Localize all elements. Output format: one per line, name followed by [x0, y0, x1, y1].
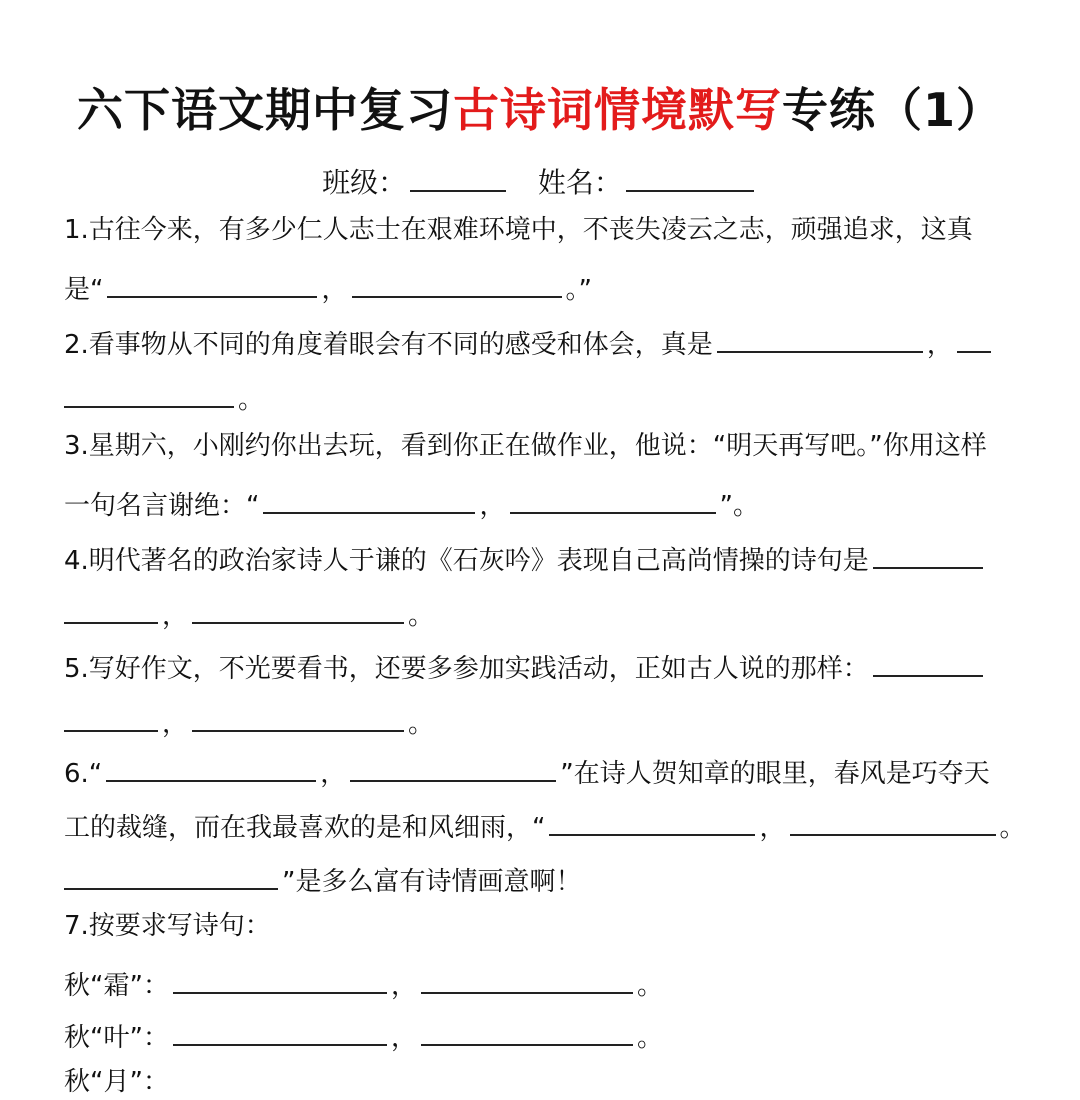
q5-line-1: [64, 645, 987, 687]
q3-line-2: [64, 482, 759, 524]
q4-comma: ，: [162, 601, 189, 631]
q2-blank-2-cont[interactable]: [64, 376, 234, 408]
q2-line-1: [64, 321, 995, 363]
title-part-1: 六下语文期中复习: [76, 83, 453, 137]
q6-line-1: [64, 750, 990, 792]
q4-line-1: [64, 537, 987, 579]
q3-blank-2[interactable]: [510, 482, 716, 514]
q5-end: 。: [408, 709, 435, 739]
q1-comma: ，: [321, 275, 348, 305]
title-part-3: 专练（1）: [781, 83, 1003, 137]
q5-line-2: [64, 700, 434, 742]
q5-blank-1-cont[interactable]: [64, 700, 158, 732]
name-label: 姓名：: [537, 166, 622, 199]
q7-frost-blank-1[interactable]: [173, 962, 387, 994]
q7-frost-comma: ，: [390, 971, 417, 1001]
q1-end: 。”: [565, 275, 592, 305]
q4-blank-1-start[interactable]: [873, 537, 983, 569]
q3-blank-1[interactable]: [263, 482, 475, 514]
q4-line-2: [64, 592, 434, 634]
q2-blank-1[interactable]: [717, 321, 923, 353]
q7-item-frost-label: 秋“霜”：: [64, 971, 169, 1001]
q5-comma: ，: [162, 709, 189, 739]
q7-item-leaf-label: 秋“叶”：: [64, 1023, 169, 1053]
q7-leaf-blank-1[interactable]: [173, 1014, 387, 1046]
q7-item-moon-label: 秋“月”：: [64, 1067, 169, 1097]
q6-blank-4[interactable]: [790, 804, 996, 836]
q3-line-1: [64, 428, 987, 464]
name-blank[interactable]: [626, 160, 754, 192]
q6-blank-5[interactable]: [64, 858, 278, 890]
page-title: [0, 80, 1080, 140]
q2-text: 2.看事物从不同的角度着眼会有不同的感受和体会，真是: [64, 330, 713, 360]
q7-title: [64, 908, 271, 944]
q7-frost-end: 。: [636, 971, 663, 1001]
q1-blank-1[interactable]: [107, 266, 317, 298]
q6-text-2: 工的裁缝，而在我最喜欢的是和风细雨，“: [64, 813, 546, 843]
q5-blank-2[interactable]: [192, 700, 404, 732]
q2-comma: ，: [926, 330, 953, 360]
q6-text-1: ”在诗人贺知章的眼里，春风是巧夺天: [560, 759, 990, 789]
title-part-2-highlight: 古诗词情境默写: [452, 83, 782, 137]
class-blank[interactable]: [410, 160, 506, 192]
q1-text: 1.古往今来，有多少仁人志士在艰难环境中，不丧失凌云之志，顽强追求，这真: [64, 215, 973, 245]
q4-blank-1-cont[interactable]: [64, 592, 158, 624]
q6-period: 。: [999, 813, 1026, 843]
q6-line-2: [64, 804, 1026, 846]
q3-open-quote: 一句名言谢绝：“: [64, 491, 260, 521]
q4-text: 4.明代著名的政治家诗人于谦的《石灰吟》表现自己高尚情操的诗句是: [64, 546, 869, 576]
q7-leaf-blank-2[interactable]: [421, 1014, 633, 1046]
q1-line-1: [64, 212, 973, 248]
q4-end: 。: [408, 601, 435, 631]
q1-open-quote: 是“: [64, 275, 104, 305]
q2-line-2: [64, 376, 264, 418]
q2-end: 。: [238, 385, 265, 415]
q7-item-frost: [64, 962, 663, 1004]
q7-item-leaf: [64, 1014, 663, 1056]
class-label: 班级：: [322, 166, 407, 199]
q3-comma: ，: [479, 491, 506, 521]
q5-text: 5.写好作文，不光要看书，还要多参加实践活动，正如古人说的那样：: [64, 654, 869, 684]
q7-item-moon: [64, 1064, 169, 1100]
q2-blank-2-start[interactable]: [957, 321, 991, 353]
q7-frost-blank-2[interactable]: [421, 962, 633, 994]
q6-blank-3[interactable]: [549, 804, 755, 836]
q3-end: ”。: [719, 491, 759, 521]
q6-text-3: ”是多么富有诗情画意啊！: [282, 867, 582, 897]
q6-line-3: [64, 858, 581, 900]
q6-comma-2: ，: [759, 813, 786, 843]
q7-leaf-comma: ，: [390, 1023, 417, 1053]
student-info-row: [0, 160, 1080, 203]
q1-blank-2[interactable]: [352, 266, 562, 298]
q6-blank-2[interactable]: [350, 750, 556, 782]
q1-line-2: [64, 266, 592, 308]
q4-blank-2[interactable]: [192, 592, 404, 624]
q7-leaf-end: 。: [636, 1023, 663, 1053]
q5-blank-1-start[interactable]: [873, 645, 983, 677]
q6-open-quote: 6.“: [64, 759, 103, 789]
q3-text: 3.星期六，小刚约你出去玩，看到你正在做作业，他说：“明天再写吧。”你用这样: [64, 431, 987, 461]
q7-title-text: 7.按要求写诗句：: [64, 911, 271, 941]
q6-comma-1: ，: [320, 759, 347, 789]
q6-blank-1[interactable]: [106, 750, 316, 782]
